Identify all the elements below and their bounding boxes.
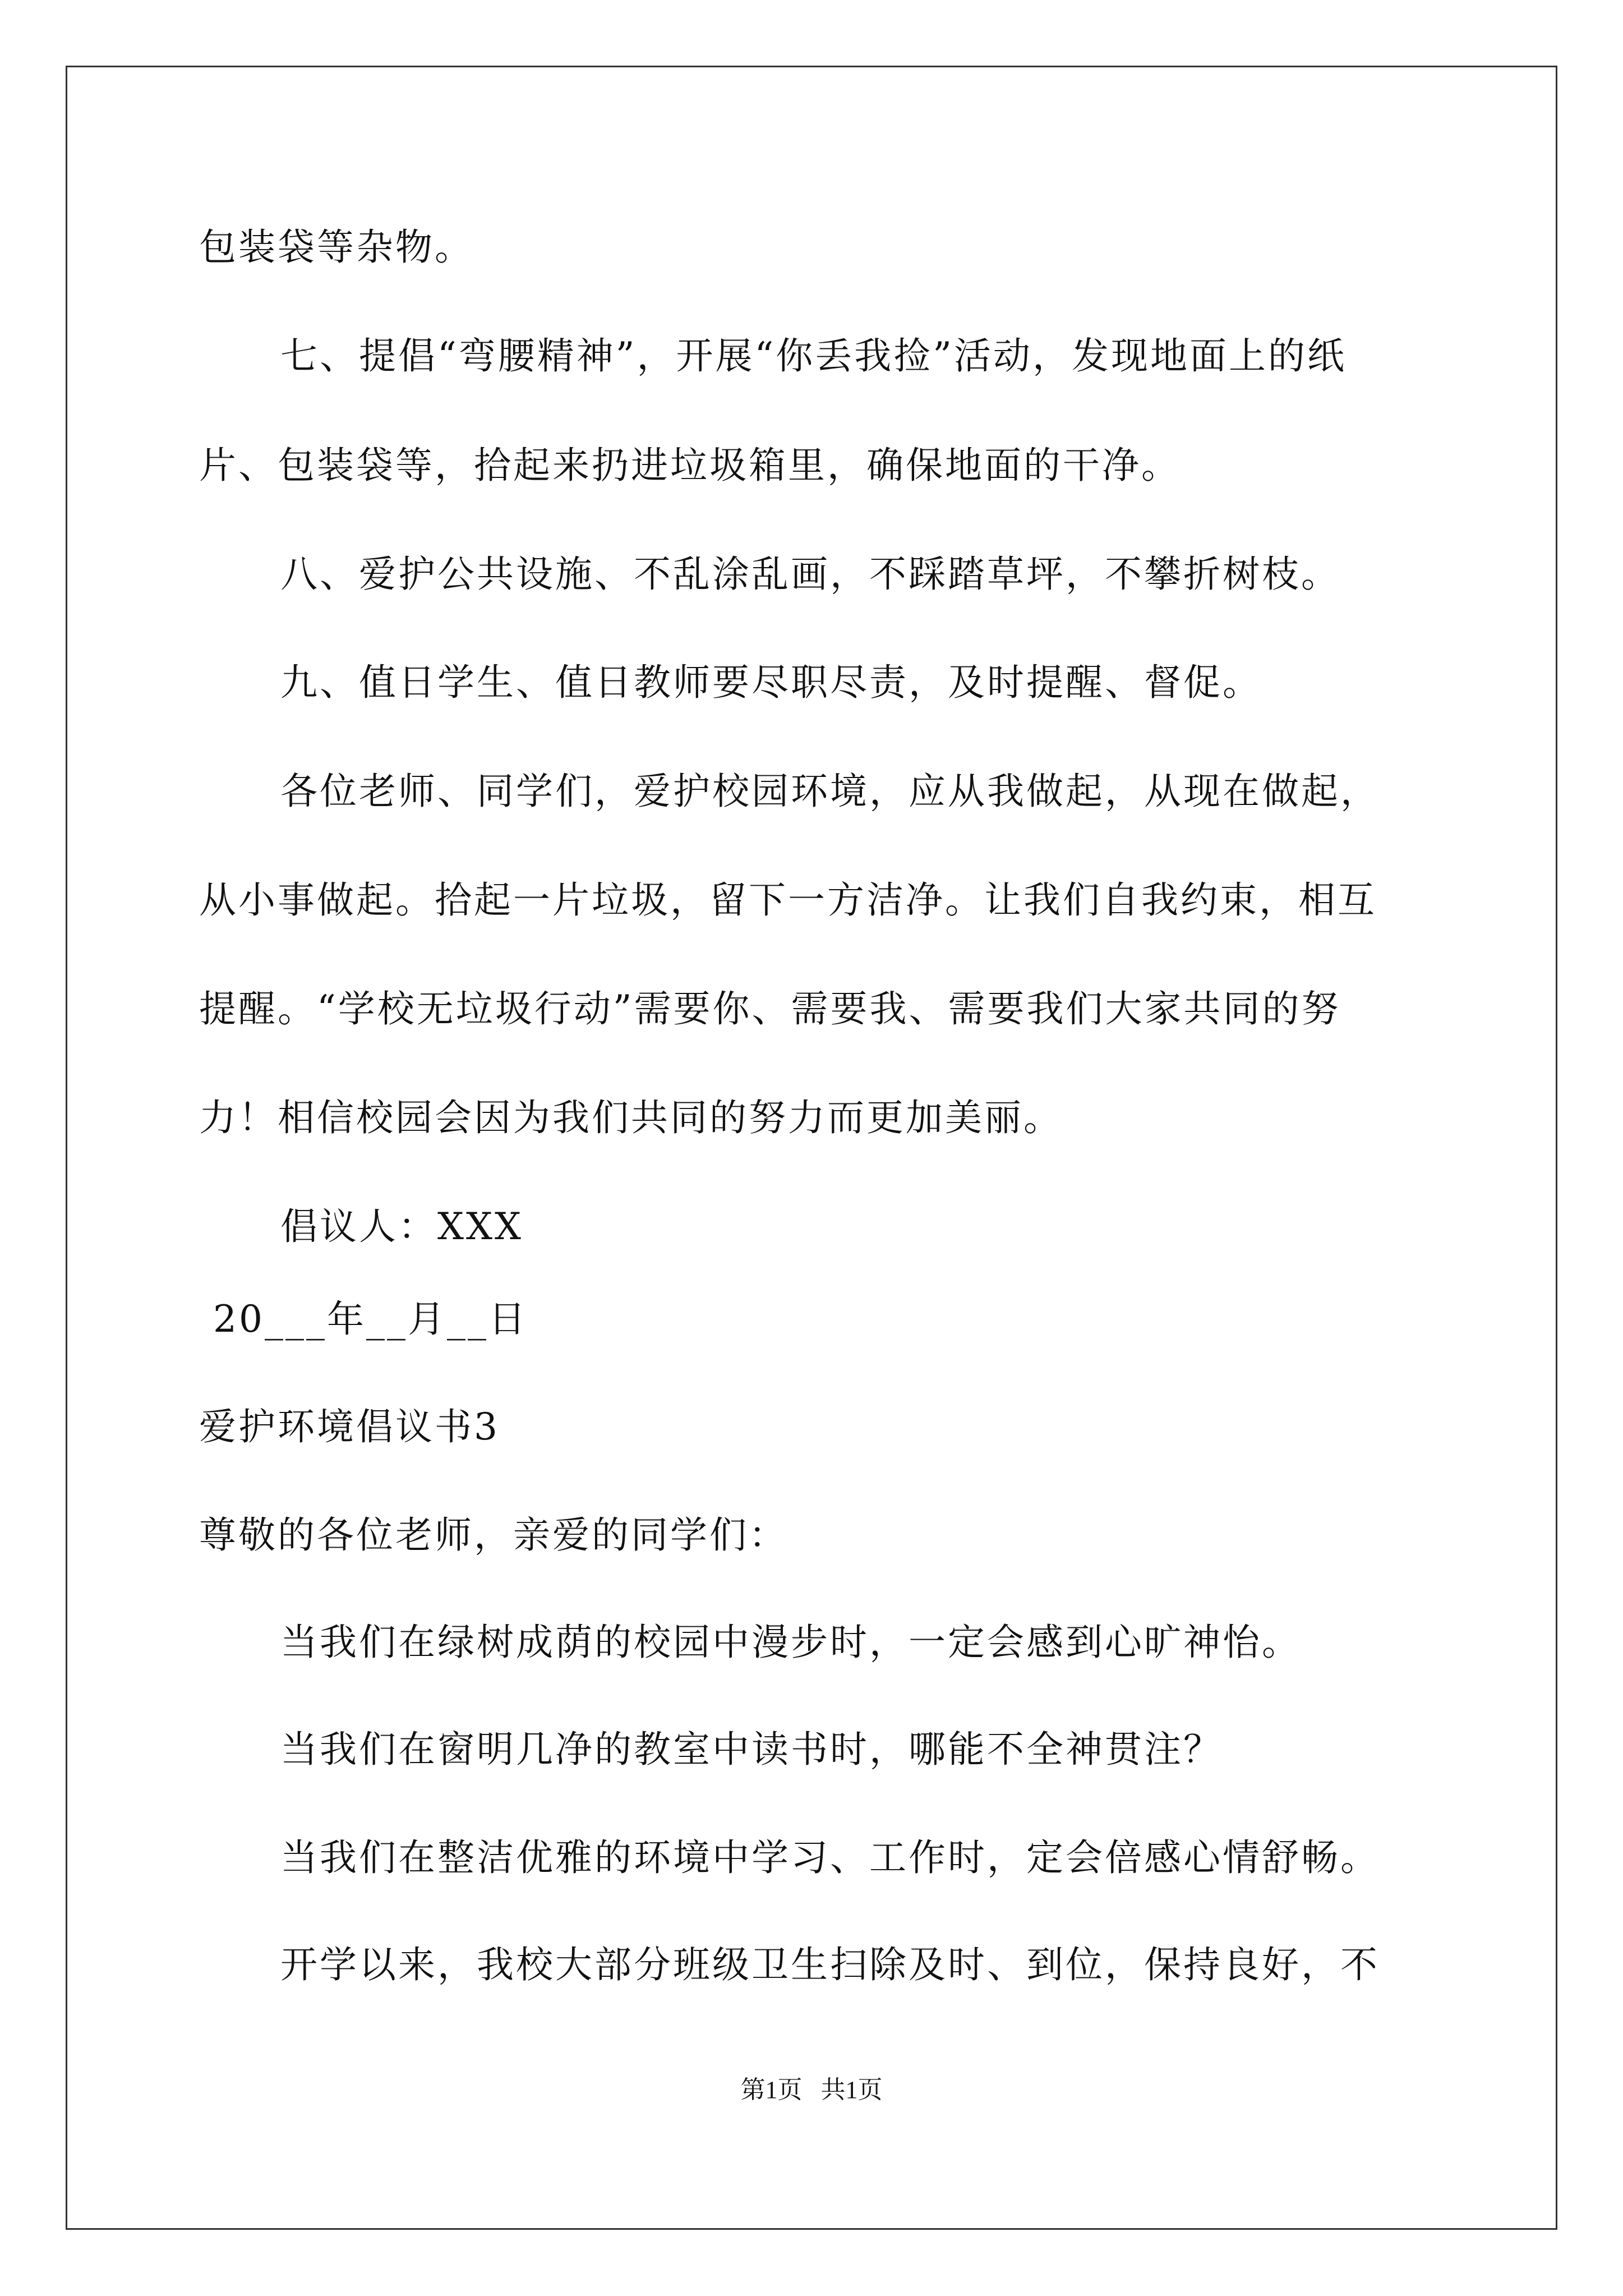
text-line: 九、值日学生、值日教师要尽职尽责，及时提醒、督促。 [280,661,1262,704]
section-title: 爱护环境倡议书3 [199,1405,500,1448]
text-line: 当我们在整洁优雅的环境中学习、工作时，定会倍感心情舒畅。 [280,1836,1380,1879]
text-line: 各位老师、同学们，爱护校园环境，应从我做起，从现在做起， [280,770,1380,813]
date-line: 20___年__月__日 [213,1297,528,1341]
text-line: 力！相信校园会因为我们共同的努力而更加美丽。 [199,1096,1063,1139]
text-line: 七、提倡“弯腰精神”，开展“你丢我捡”活动，发现地面上的纸 [280,334,1347,378]
text-line: 提醒。“学校无垃圾行动”需要你、需要我、需要我们大家共同的努 [199,987,1341,1030]
salutation: 尊敬的各位老师，亲爱的同学们： [199,1513,788,1557]
text-line: 当我们在窗明几净的教室中读书时，哪能不全神贯注？ [280,1728,1223,1771]
text-line: 片、包装袋等，拾起来扔进垃圾箱里，确保地面的干净。 [199,444,1181,487]
page-frame [66,66,1557,2230]
text-line: 八、爱护公共设施、不乱涂乱画，不踩踏草坪，不攀折树枝。 [280,553,1340,596]
text-line: 当我们在绿树成荫的校园中漫步时，一定会感到心旷神怡。 [280,1621,1301,1664]
signature-line: 倡议人：XXX [280,1205,523,1248]
page-footer: 第1页 共1页 [740,2076,883,2104]
text-line: 从小事做起。拾起一片垃圾，留下一方洁净。让我们自我约束，相互 [199,878,1377,922]
text-line: 包装袋等杂物。 [199,226,474,269]
text-line: 开学以来，我校大部分班级卫生扫除及时、到位，保持良好，不 [280,1943,1380,1986]
